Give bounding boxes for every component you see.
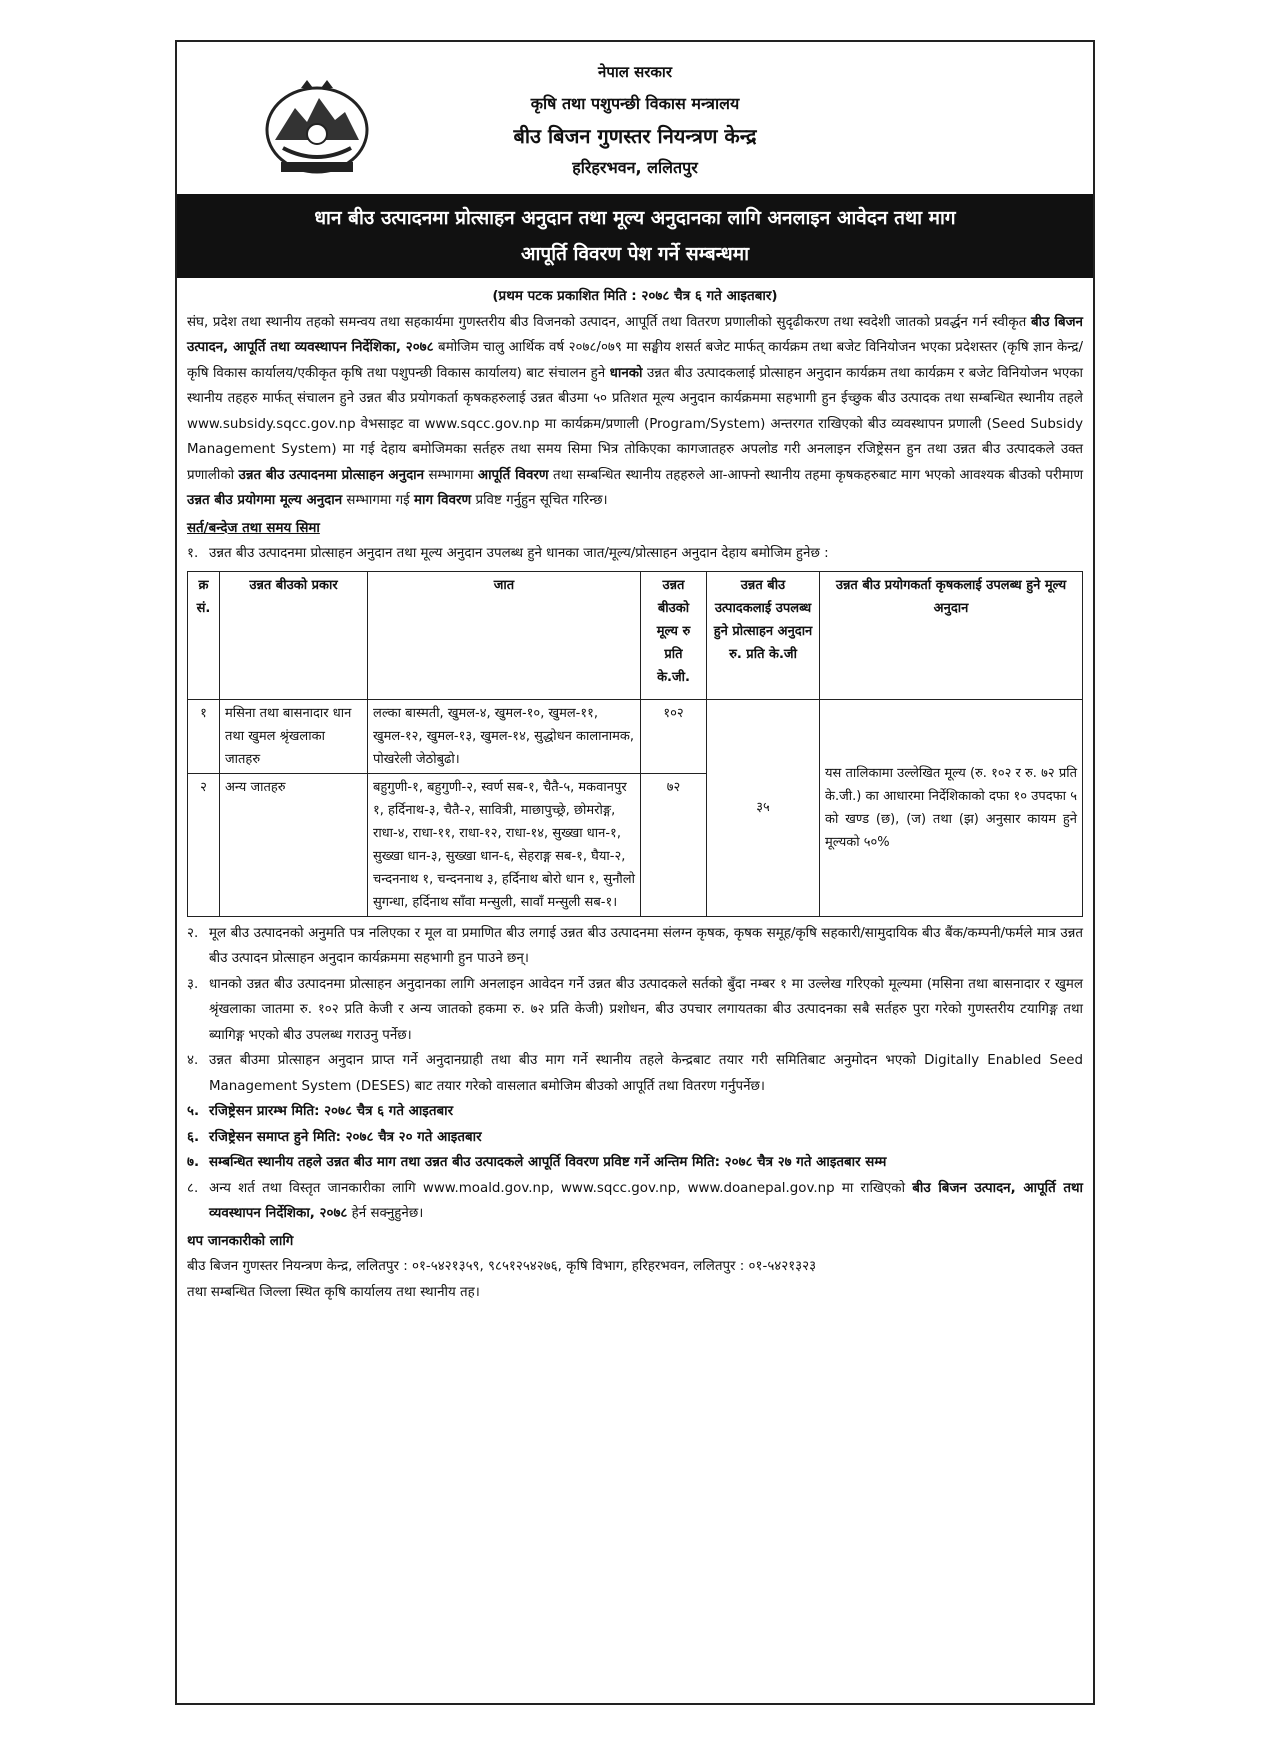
intro-bold-1: बीउ बिजन उत्पादन, आपूर्ति तथा व्यवस्थापन निर्देशिका, २०७८ xyxy=(187,314,1083,355)
condition-item-4 xyxy=(187,1048,1083,1099)
intro-bold-2: धानको xyxy=(609,365,643,381)
cell-variety: लल्का बास्मती, खुमल-४, खुमल-१०, खुमल-११, खुमल-१२, खुमल-१३, खुमल-१४, सुद्धोधन कालानामक, पोखरेली जेठोबुढो। xyxy=(368,699,641,773)
cell-seed-type: मसिना तथा बासनादार धान तथा खुमल श्रृंखलाका जातहरु xyxy=(220,699,368,773)
header-address: हरिहरभवन, ललितपुर xyxy=(572,158,698,177)
intro-bold-6: माग विवरण xyxy=(414,493,472,508)
item-number: ४. xyxy=(187,1053,199,1068)
item-text: रजिष्ट्रेसन समाप्त हुने मिति: २०७८ चैत्र २० गते आइतबार xyxy=(209,1129,482,1145)
intro-text-6: सम्भागमा गई xyxy=(342,493,414,508)
notice-title-line1: धान बीउ उत्पादनमा प्रोत्साहन अनुदान तथा मूल्य अनुदानका लागि अनलाइन आवेदन तथा माग xyxy=(314,207,956,229)
condition-item-1 xyxy=(187,541,1083,567)
header-government: नेपाल सरकार xyxy=(598,63,672,81)
intro-paragraph xyxy=(187,310,1083,514)
condition-item-7 xyxy=(187,1150,1083,1176)
notice-page xyxy=(175,40,1095,1705)
col-header-subsidy: उन्नत बीउ प्रयोगकर्ता कृषकलाई उपलब्ध हुने मूल्य अनुदान xyxy=(820,571,1083,699)
intro-text-3: उन्नत बीउ उत्पादकलाई प्रोत्साहन अनुदान कार्यक्रम तथा कार्यक्रम र बजेट विनियोजन भएका स्थानीय तहहरु मार्फत् संचालन हुने उन्नत बीउ प्रयोगकर्ता कृषकहरुलाई उन्नत बीउमा ५० प्रतिशत मूल्य अनुदान कार्यक्रममा सहभागी हुन ईच्छुक बीउ उत्पादक तथा सम्बन्धित स्थानीय तहले www.subsidy.sqcc.gov.np वेभसाइट वा www.sqcc.gov.np मा कार्यक्रम/प्रणाली (Program/System) अन्तरगत राखिएको बीउ व्यवस्थापन प्रणाली (Seed Subsidy Management System) मा गई देहाय बमोजिमका सर्तहरु तथा समय सिमा भित्र तोकिएका कागजातहरु अपलोड गरी अनलाइन रजिष्ट्रेसन हुन तथा उन्नत बीउ उत्पादकले उक्त प्रणालीको xyxy=(187,365,1083,483)
intro-text-1: संघ, प्रदेश तथा स्थानीय तहको समन्वय तथा सहकार्यमा गुणस्तरीय बीउ विजनको उत्पादन, आपूर्ति तथा वितरण प्रणालीको सुदृढीकरण तथा स्वदेशी जातको प्रवर्द्धन गर्न स्वीकृत xyxy=(187,314,1031,330)
col-header-incentive: उन्नत बीउ उत्पादकलाई उपलब्ध हुने प्रोत्साहन अनुदान रु. प्रति के.जी xyxy=(707,571,820,699)
item-text: रजिष्ट्रेसन प्रारम्भ मिति: २०७८ चैत्र ६ गते आइतबार xyxy=(209,1104,454,1119)
header-ministry: कृषि तथा पशुपन्छी विकास मन्त्रालय xyxy=(530,94,740,113)
intro-bold-5: उन्नत बीउ प्रयोगमा मूल्य अनुदान xyxy=(187,493,343,508)
item-text: मूल बीउ उत्पादनको अनुमति पत्र नलिएका र मूल वा प्रमाणित बीउ लगाई उन्नत बीउ उत्पादनमा संलग्न कृषक, कृषक समूह/कृषि सहकारी/सामुदायिक बीउ बैंक/कम्पनी/फर्मले मात्र उन्नत बीउ उत्पादन प्रोत्साहन अनुदान कार्यक्रममा सहभागी हुन पाउने छन्। xyxy=(209,925,1083,966)
contact-heading: थप जानकारीको लागि xyxy=(187,1233,294,1249)
item8-guideline-name: बीउ बिजन उत्पादन, आपूर्ति तथा व्यवस्थापन निर्देशिका, २०७८ xyxy=(209,1180,1083,1221)
intro-text-7: प्रविष्ट गर्नुहुन सूचित गरिन्छ। xyxy=(471,493,608,508)
notice-title-line2: आपूर्ति विवरण पेश गर्ने सम्बन्धमा xyxy=(520,243,750,265)
publication-date: (प्रथम पटक प्रकाशित मिति : २०७८ चैत्र ६ गते आइतबार) xyxy=(492,288,778,304)
cell-sn: २ xyxy=(188,773,220,916)
item-text xyxy=(209,1176,1083,1227)
cell-seed-type: अन्य जातहरु xyxy=(220,773,368,916)
item8-text-a: अन्य शर्त तथा विस्तृत जानकारीका लागि www.moald.gov.np, www.sqcc.gov.np, www.doanepal.gov.np मा राखिएको xyxy=(209,1180,913,1196)
notice-title-banner xyxy=(177,194,1093,278)
conditions-heading: सर्त/बन्देज तथा समय सिमा xyxy=(187,520,320,536)
item-number: १. xyxy=(187,546,199,561)
col-header-price: उन्नत बीउको मूल्य रु प्रति के.जी. xyxy=(641,571,707,699)
item-text: धानको उन्नत बीउ उत्पादनमा प्रोत्साहन अनुदानका लागि अनलाइन आवेदन गर्ने उन्नत बीउ उत्पादकले सर्तको बुँदा नम्बर १ मा उल्लेख गरिएको मूल्यमा (मसिना तथा बासनादार र खुमल श्रृंखलाका जातमा रु. १०२ प्रति केजी र अन्य जातको हकमा रु. ७२ प्रति केजी) प्रशोधन, बीउ उपचार लगायतका बीउ उत्पादनका सबै सर्तहरु पुरा गरेको गुणस्तरीय टयागिङ्ग तथा ब्यागिङ्ग भएको बीउ उपलब्ध गराउनु पर्नेछ। xyxy=(209,976,1083,1043)
condition-item-2 xyxy=(187,921,1083,972)
item-text: उन्नत बीउ उत्पादनमा प्रोत्साहन अनुदान तथा मूल्य अनुदान उपलब्ध हुने धानका जात/मूल्य/प्रोत्साहन अनुदान देहाय बमोजिम हुनेछ : xyxy=(209,546,829,561)
condition-item-5 xyxy=(187,1099,1083,1125)
intro-text-5: तथा सम्बन्धित स्थानीय तहहरुले आ-आफ्नो स्थानीय तहमा कृषकहरुबाट माग भएको आवश्यक बीउको परीमाण xyxy=(548,467,1084,483)
item-text: उन्नत बीउमा प्रोत्साहन अनुदान प्राप्त गर्ने अनुदानग्राही तथा बीउ माग गर्ने स्थानीय तहले केन्द्रबाट तयार गरी समितिबाट अनुमोदन भएको Digitally Enabled Seed Management System (DESES) बाट तयार गरेको वासलात बमोजिम बीउको आपूर्ति तथा वितरण गर्नुपर्नेछ। xyxy=(209,1053,1083,1094)
item-number: २. xyxy=(187,925,199,941)
notice-body xyxy=(177,278,1093,1305)
cell-price: १०२ xyxy=(641,699,707,773)
condition-item-3 xyxy=(187,972,1083,1049)
table-row xyxy=(188,699,1083,773)
letterhead xyxy=(177,42,1093,194)
intro-text-2: बमोजिम चालु आर्थिक वर्ष २०७८/०७९ मा सङ्घीय शसर्त बजेट मार्फत् कार्यक्रम तथा बजेट विनियोजन भएका प्रदेशस्तर (कृषि ज्ञान केन्द्र/कृषि विकास कार्यालय/एकीकृत कृषि तथा पशुपन्छी विकास कार्यालय) बाट संचालन हुने xyxy=(187,340,1083,381)
col-header-seed-type: उन्नत बीउको प्रकार xyxy=(220,571,368,699)
cell-incentive: ३५ xyxy=(707,699,820,916)
intro-bold-3: उन्नत बीउ उत्पादनमा प्रोत्साहन अनुदान xyxy=(238,467,425,483)
intro-bold-4: आपूर्ति विवरण xyxy=(477,467,549,483)
condition-item-8 xyxy=(187,1176,1083,1227)
rice-seed-table xyxy=(187,571,1083,917)
item-text: सम्बन्धित स्थानीय तहले उन्नत बीउ माग तथा उन्नत बीउ उत्पादकले आपूर्ति विवरण प्रविष्ट गर्ने अन्तिम मिति: २०७८ चैत्र २७ गते आइतबार सम्म xyxy=(209,1155,887,1170)
col-header-variety: जात xyxy=(368,571,641,699)
item-number: ५. xyxy=(187,1104,200,1119)
cell-sn: १ xyxy=(188,699,220,773)
col-header-sn: क्र सं. xyxy=(188,571,220,699)
cell-variety: बहुगुणी-१, बहुगुणी-२, स्वर्ण सब-१, चैतै-५, मकवानपुर १, हर्दिनाथ-३, चैतै-२, सावित्री, माछापुच्छ्रे, छोमरोङ्ग, राधा-४, राधा-११, राधा-१२, राधा-१४, सुख्खा धान-१, सुख्खा धान-३, सुख्खा धान-६, सेहराङ्ग सब-१, घैया-२, चन्दननाथ १, चन्दननाथ ३, हर्दिनाथ बोरो धान १, सुनौलो सुगन्धा, हर्दिनाथ साँवा मन्सुली, सावाँ मन्सुली सब-१। xyxy=(368,773,641,916)
item-number: ६. xyxy=(187,1129,200,1145)
cell-subsidy: यस तालिकामा उल्लेखित मूल्य (रु. १०२ र रु. ७२ प्रति के.जी.) का आधारमा निर्देशिकाको दफा १० उपदफा ५ को खण्ड (छ), (ज) तथा (झ) अनुसार कायम हुने मूल्यको ५०% xyxy=(820,699,1083,916)
header-office: बीउ बिजन गुणस्तर नियन्त्रण केन्द्र xyxy=(513,124,757,148)
cell-price: ७२ xyxy=(641,773,707,916)
item-number: ८. xyxy=(187,1180,199,1196)
item-number: ७. xyxy=(187,1155,200,1170)
condition-item-6 xyxy=(187,1125,1083,1151)
item8-text-c: हेर्न सक्नुहुनेछ। xyxy=(347,1206,424,1221)
intro-text-4: सम्भागमा xyxy=(424,467,478,483)
contact-line-2: तथा सम्बन्धित जिल्ला स्थित कृषि कार्यालय तथा स्थानीय तह। xyxy=(187,1284,480,1300)
item-number: ३. xyxy=(187,976,199,992)
contact-line-1: बीउ बिजन गुणस्तर नियन्त्रण केन्द्र, ललितपुर : ०१-५४२१३५९, ९८५१२५४२७६, कृषि विभाग, हरिहरभवन, ललितपुर : ०१-५४२१३२३ xyxy=(187,1259,817,1274)
